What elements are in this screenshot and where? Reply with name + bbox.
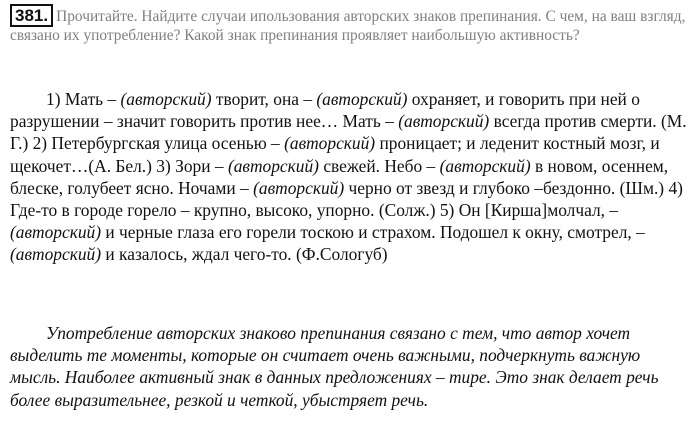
author-mark: (авторский) (10, 222, 102, 243)
example-text: черно от звезд и глубоко –бездонно. (Шм.) 4) Где-то в городе горело – крупно, высоко, упорно. (Солж.) 5) Он [Кирша]молчал, – (10, 177, 683, 221)
author-mark: (авторский) (398, 111, 490, 132)
author-mark: (авторский) (284, 133, 376, 154)
exercise-number: 381. (10, 4, 53, 27)
author-mark: (авторский) (316, 89, 408, 109)
example-paragraph (10, 88, 694, 266)
author-mark: (авторский) (120, 89, 212, 109)
example-text: 1) Мать – (46, 89, 121, 109)
example-text: и черные глаза его горели тоскою и страхом. Подошел к окну, смотрел, – (101, 222, 645, 243)
example-text: творит, она – (211, 89, 317, 109)
example-text: и казалось, ждал чего-то. (Ф.Сологуб) (101, 244, 388, 265)
example-text: проницает; и леденит костный мозг, и щекочет…(А. Бел.) 3) Зори – (10, 133, 660, 176)
author-mark: (авторский) (439, 155, 531, 176)
conclusion-paragraph: Употребление авторских знаково препинания связано с тем, что автор хочет выделить те моменты, которые он считает очень важными, подчеркнуть важную мысль. Наиболее активный знак в данных предложениях – тире. Это знак делает речь более выразительнее, резкой и четкой, убыстряет речь. (10, 323, 659, 410)
author-mark: (авторский) (253, 177, 345, 198)
example-text: в новом, осеннем, блеске, голубеет ясно. Ночами – (10, 155, 669, 198)
author-mark: (авторский) (10, 244, 102, 265)
example-text: охраняет, и говорить при ней о разрушении – значит говорить против нее… Мать – (10, 89, 640, 132)
author-mark: (авторский) (227, 155, 319, 176)
task-text: Прочитайте. Найдите случаи ипользования авторских знаков препинания. С чем, на ваш взгляд, связано их употребление? Какой знак препинания проявляет наибольшую активность? (10, 8, 686, 44)
example-text: свежей. Небо – (318, 155, 440, 176)
task-instruction (10, 4, 694, 46)
example-text: всегда против смерти. (М. Г.) 2) Петербургская улица осенью – (10, 111, 687, 154)
